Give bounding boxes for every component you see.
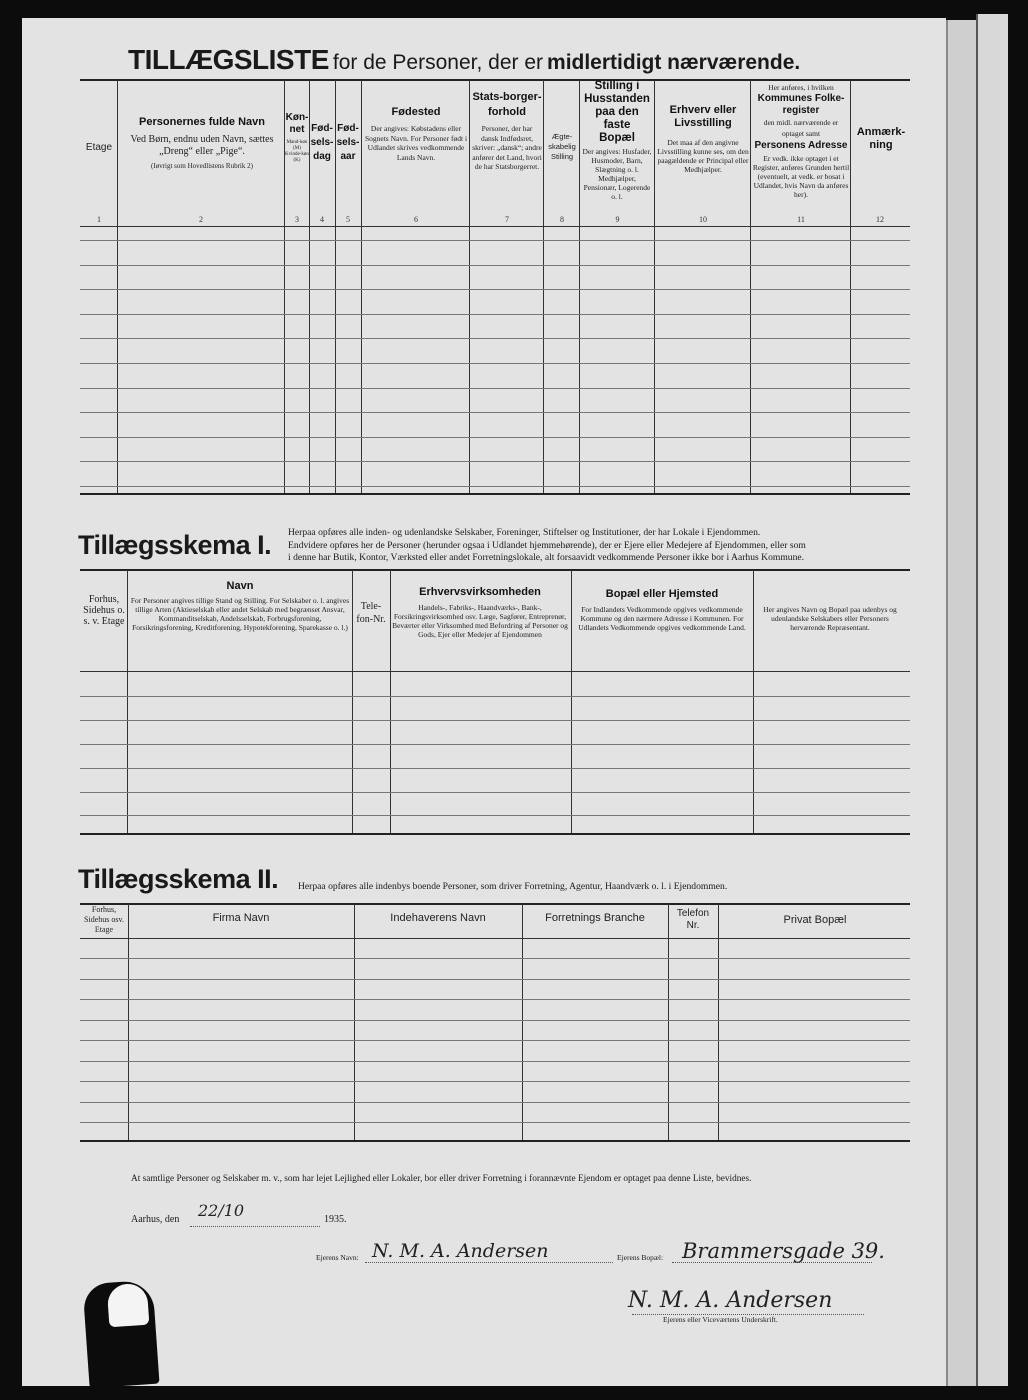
column-divider	[117, 80, 118, 493]
col-num-7: 7	[505, 215, 509, 224]
schema1-col-telefon: Tele-fon-Nr.	[356, 601, 386, 625]
col-num-10: 10	[699, 215, 707, 224]
schema1-col-bopael-head: Bopæl eller Hjemsted	[605, 588, 719, 600]
owner-address-label: Ejerens Bopæl:	[617, 1253, 664, 1262]
col-foedested-head: Fødested	[391, 106, 441, 118]
col-num-8: 8	[560, 215, 564, 224]
row-line	[80, 720, 910, 721]
row-line	[80, 1020, 910, 1021]
schema1-col-repraesentant: Her angives Navn og Bopæl paa udenbys og udenlandske Selskabers eller Personers herværende Repræsentant.	[763, 605, 897, 632]
col-navn-note: (Iøvrigt som Hovedlistens Rubrik 2)	[151, 162, 253, 170]
schema1-col-erhverv-sub: Handels-, Fabriks-, Haandværks-, Bank-, Forsikringsvirksomhed osv. Læge, Sagfører, Entreprenør, Beværter eller Virksomhed med Befordring af Personer og Gods, Ejer eller Medejer af Ejendommen	[392, 603, 568, 639]
col-navn-head: Personernes fulde Navn	[139, 116, 265, 128]
col-num-12: 12	[876, 215, 884, 224]
col-statsborger	[472, 90, 542, 172]
col-stilling	[581, 80, 653, 201]
column-divider	[579, 80, 580, 493]
col-folkeregister-pre: Her anføres, i hvilken	[768, 83, 834, 92]
col-navn-sub: Ved Børn, endnu uden Navn, sættes „Dreng“ eller „Pige“.	[130, 134, 274, 157]
column-divider	[469, 80, 470, 493]
schema1-col-navn-head: Navn	[226, 580, 254, 592]
row-line	[80, 363, 910, 364]
schema2-bottom-rule	[80, 1140, 910, 1142]
col-num-6: 6	[414, 215, 418, 224]
col-anmaerkning	[852, 126, 910, 152]
row-line	[80, 486, 910, 487]
schema2-col-etage: Forhus, Sidehus osv. Etage	[84, 905, 124, 934]
col-foedested	[364, 106, 468, 162]
signature-label: Ejerens eller Viceværtens Underskrift.	[663, 1315, 778, 1324]
row-line	[80, 1122, 910, 1123]
schema2-col-firma: Firma Navn	[212, 912, 270, 924]
schema1-description	[288, 527, 910, 565]
row-line	[80, 265, 910, 266]
column-divider	[361, 80, 362, 493]
col-folkeregister-head2: Personens Adresse	[754, 140, 848, 151]
schema1-col-erhverv	[392, 586, 568, 639]
schema2-col-bopael: Privat Bopæl	[783, 914, 847, 926]
column-divider	[128, 904, 129, 1140]
col-erhverv-head: Erhverv eller Livsstilling	[669, 104, 737, 129]
row-line	[80, 1061, 910, 1062]
row-line	[80, 314, 910, 315]
column-divider	[753, 570, 754, 833]
col-folkeregister-head: Kommunes Folke-register	[757, 93, 845, 116]
column-divider	[850, 80, 851, 493]
col-stilling-head2: Bopæl	[599, 132, 635, 144]
column-divider	[654, 80, 655, 493]
row-line	[80, 958, 910, 959]
row-line	[80, 461, 910, 462]
col-num-9: 9	[615, 215, 620, 224]
col-koen-sub: Mand-køn (M) Kvinde-køn (K)	[285, 140, 309, 163]
page-edge	[946, 20, 976, 1386]
schema1-top-rule	[80, 569, 910, 571]
col-folkeregister	[752, 82, 850, 199]
row-line	[80, 1081, 910, 1082]
col-foedselsdag-head: Fød-sels-dag	[310, 123, 334, 162]
schema2-header-rule	[80, 938, 910, 939]
schema2-col-indehaver: Indehaverens Navn	[390, 912, 486, 924]
col-foedselsaar	[336, 122, 360, 164]
owner-address-handwritten: Brammersgade 39.	[682, 1239, 885, 1263]
schema2-title: Tillægsskema II.	[78, 864, 279, 894]
page-edge-right	[976, 14, 1008, 1386]
date-line	[190, 1226, 320, 1227]
signature-handwritten: N. M. A. Andersen	[628, 1288, 833, 1313]
schema1-col-navn	[130, 580, 350, 632]
col-num-5: 5	[346, 215, 350, 224]
col-num-2: 2	[199, 215, 203, 224]
list-top-rule	[80, 79, 910, 81]
column-divider	[522, 904, 523, 1140]
row-line	[80, 289, 910, 290]
row-line	[80, 1040, 910, 1041]
schema1-col-bopael-sub: For Indlandets Vedkommende opgives vedkommende Kommune og den nærmere Adresse i Kommunen. For Udlandets Vedkommende opgives vedkommende Land.	[578, 605, 746, 632]
col-num-4: 4	[320, 215, 324, 224]
schema1-col-erhverv-head: Erhvervsvirksomheden	[419, 586, 541, 598]
list-bottom-rule	[80, 493, 910, 495]
col-koen	[285, 112, 309, 164]
owner-name-label: Ejerens Navn:	[316, 1253, 359, 1262]
year-text: 1935.	[324, 1214, 347, 1225]
schema1-desc-line2: Endvidere opføres her de Personer (herunder ogsaa i Udlandet hjemmehørende), der er Ejere eller Medejere af Ejendommen, eller som	[288, 539, 806, 551]
schema1-desc-line1: Herpaa opføres alle inden- og udenlandske Selskaber, Foreninger, Stiftelser og Institutioner, der har Lokale i Ejendommen.	[288, 527, 761, 538]
row-line	[80, 240, 910, 241]
schema2-description: Herpaa opføres alle indenbys boende Personer, som driver Forretning, Agentur, Haandværk o. l. i Ejendommen.	[298, 881, 728, 892]
col-statsborger-sub: Personer, der har dansk Indfødsret, skriver: „dansk“; andre anfører det Land, hvori de har Statsborgerret.	[472, 124, 542, 171]
row-line	[80, 1102, 910, 1103]
col-erhverv	[656, 104, 750, 174]
column-divider	[718, 904, 719, 1140]
schema1-col-navn-sub: For Personer angives tillige Stand og Stilling. For Selskaber o. l. angives tillige Arten (Aktieselskab eller andet Selskab med begrænset Ansvar, Kommanditselskab, Andelsselskab, Forbrugsforening, Forsikringsforening, Kreditforening, Hypotekforening, Sparekasse o. l.)	[130, 596, 350, 632]
column-divider	[571, 570, 572, 833]
schema1-bottom-rule	[80, 833, 910, 835]
col-etage: Etage	[85, 142, 113, 153]
row-line	[80, 412, 910, 413]
column-divider	[390, 570, 391, 833]
schema2-col-telefon: Telefon Nr.	[676, 908, 710, 931]
col-stilling-sub: Der angives: Husfader, Husmoder, Barn, Slægtning o. l. Medhjælper, Pensionær, Logerende o. l.	[582, 147, 652, 201]
col-folkeregister-sub: Er vedk. ikke optaget i et Register, anføres Grunden hertil (eventuelt, at vedk. er bosat i Udlandet, hvis Navn da anføres her).	[752, 154, 850, 199]
col-num-11: 11	[797, 215, 805, 224]
schema2-top-rule	[80, 903, 910, 905]
row-line	[80, 388, 910, 389]
row-line	[80, 999, 910, 1000]
schema1-title: Tillægsskema I.	[78, 530, 272, 560]
column-divider	[127, 570, 128, 833]
col-erhverv-sub: Det maa af den angivne Livsstilling kunne ses, om den paagældende er Principal eller Medhjælper.	[657, 138, 749, 174]
col-statsborger-head: Stats-borger-forhold	[472, 91, 542, 118]
row-line	[80, 437, 910, 438]
row-line	[80, 338, 910, 339]
attestation-text: At samtlige Personer og Selskaber m. v., som har lejet Lejlighed eller Lokaler, bor eller driver Forretning i forannævnte Ejendom er optaget paa denne Liste, bevidnes.	[131, 1174, 752, 1184]
owner-name-handwritten: N. M. A. Andersen	[372, 1240, 549, 1262]
schema1-col-etage: Forhus, Sidehus o. s. v. Etage	[83, 594, 125, 627]
column-divider	[750, 80, 751, 493]
column-divider	[543, 80, 544, 493]
row-line	[80, 815, 910, 816]
schema2-col-branche: Forretnings Branche	[545, 912, 645, 924]
row-line	[80, 744, 910, 745]
col-folkeregister-mid: den midl. nærværende er optaget samt	[763, 118, 839, 138]
col-foedselsaar-head: Fød-sels-aar	[336, 123, 360, 162]
schema1-col-bopael	[574, 588, 750, 632]
row-line	[80, 768, 910, 769]
col-num-1: 1	[97, 215, 101, 224]
col-foedested-sub: Der angives: Købstadens eller Sognets Navn. For Personer født i Udlandet skrives vedkommende Lands Navn.	[364, 124, 468, 162]
date-handwritten: 22/10	[198, 1201, 245, 1220]
schema1-header-rule	[80, 671, 910, 672]
column-divider	[668, 904, 669, 1140]
col-navn	[120, 116, 284, 171]
col-stilling-head: Stilling i Husstanden paa den faste	[584, 80, 650, 131]
col-foedselsdag	[310, 122, 334, 164]
col-num-3: 3	[295, 215, 299, 224]
col-anmaerkning-head: Anmærk-ning	[856, 126, 906, 151]
row-line	[80, 979, 910, 980]
schema1-desc-line3: i denne har Butik, Kontor, Værksted eller andet Forretningslokale, alt forsaavidt vedkommende Personer ikke bor i Aarhus Kommune.	[288, 552, 805, 563]
owner-name-line	[365, 1262, 613, 1263]
list-title-rest: for de Personer, der er	[332, 51, 544, 74]
col-aegteskab: Ægte-skabelig Stilling	[548, 132, 576, 161]
col-koen-head: Køn-net	[285, 112, 309, 135]
list-title-bold: TILLÆGSLISTE	[128, 44, 329, 75]
row-line	[80, 792, 910, 793]
column-divider	[354, 904, 355, 1140]
row-line	[80, 696, 910, 697]
list-title	[128, 44, 908, 78]
list-title-bold2: midlertidigt nærværende.	[547, 51, 801, 74]
place-label: Aarhus, den	[131, 1214, 180, 1225]
list-header-rule	[80, 226, 910, 227]
